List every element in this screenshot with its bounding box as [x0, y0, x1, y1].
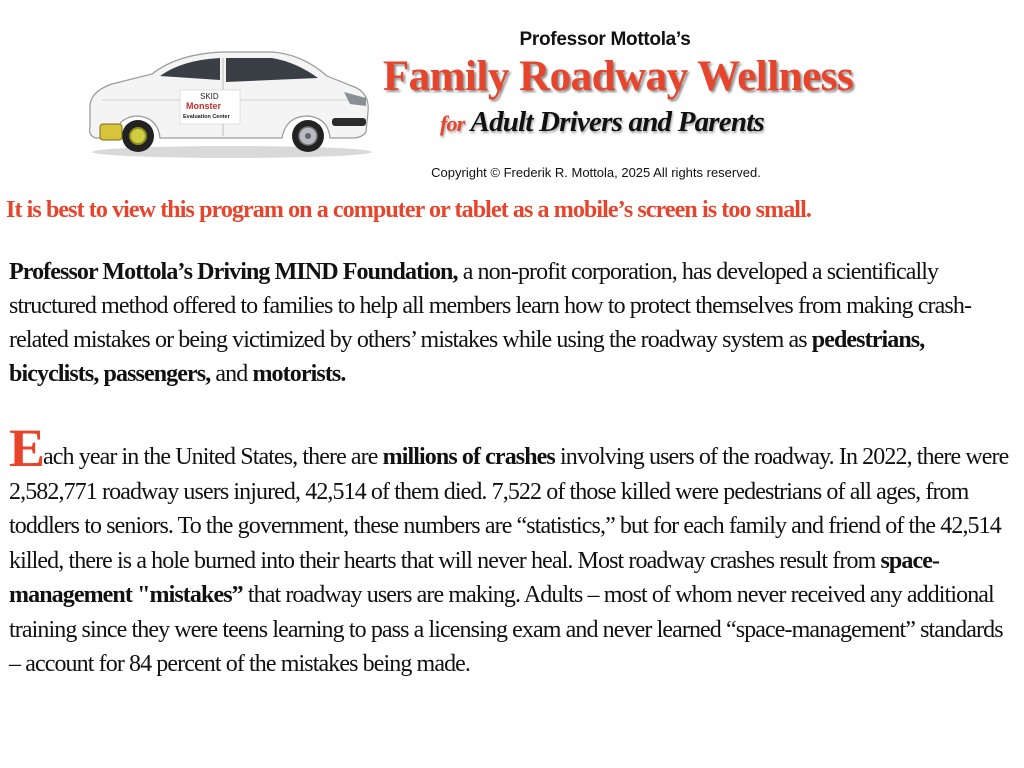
roadway-roles: pedestrians, bicyclists, passengers, — [9, 327, 925, 387]
page-subtitle — [0, 106, 1024, 139]
subtitle-audience: Adult Drivers and Parents — [470, 106, 764, 138]
car-decal-line1: SKID — [200, 92, 219, 101]
stats-text-3: that roadway users are making. Adults – most of whom never received any additional training since they were teens learning to pass a licensing exam and never learned “space-management” standards – account for 84 percent of the mistakes being made. — [9, 582, 1003, 677]
statistics-paragraph — [9, 418, 1015, 682]
device-notice: It is best to view this program on a computer or tablet as a mobile’s screen is too small. — [6, 197, 811, 223]
crashes-term: millions of crashes — [382, 444, 555, 470]
drop-cap: E — [9, 418, 44, 478]
foundation-name: Professor Mottola’s Driving MIND Foundation, — [9, 259, 458, 285]
stats-text-1: ach year in the United States, there are — [43, 444, 383, 470]
page-header — [0, 0, 1024, 190]
copyright-notice: Copyright © Frederik R. Mottola, 2025 All rights reserved. — [431, 165, 761, 180]
subtitle-for: for — [440, 111, 465, 136]
motorists-term: motorists. — [252, 361, 346, 387]
stats-text-2: involving users of the roadway. In 2022, there were 2,582,771 roadway users injured, 42,514 of them died. 7,522 of those killed were pedestrians of all ages, from toddlers to seniors. To the government, these numbers are “statistics,” but for each family and friend of the 42,514 killed, there is a hole burned into their hearts that will never heal. Most roadway crashes result from — [9, 444, 1009, 574]
page-title: Family Roadway Wellness — [382, 53, 854, 100]
intro-text-1: a non-profit corporation, has developed a scientifically structured method offered to families to help all members learn how to protect themselves from making crash-related mistakes or being victimized by others’ mistakes while using the roadway system as — [9, 259, 972, 353]
mistakes-term: space-management "mistakes” — [9, 547, 940, 608]
header-kicker: Professor Mottola’s — [519, 29, 691, 50]
car-decal-line3: Evaluation Center — [183, 114, 230, 120]
intro-paragraph — [9, 255, 1015, 391]
car-decal-line2: Monster — [186, 101, 222, 111]
intro-text-2: and — [210, 361, 253, 387]
